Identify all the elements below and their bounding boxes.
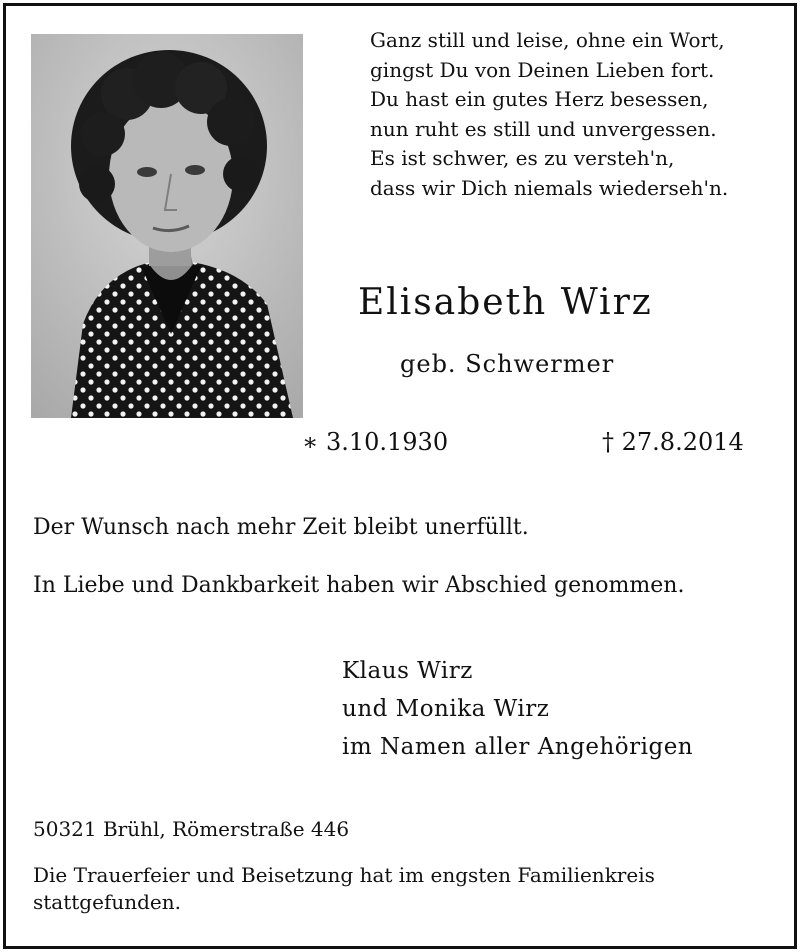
deceased-name: Elisabeth Wirz (358, 282, 653, 323)
poem-line: nun ruht es still und unvergessen. (370, 116, 717, 141)
poem-line: dass wir Dich niemals wiederseh'n. (370, 175, 729, 200)
portrait-illustration (31, 34, 303, 418)
maiden-name: geb. Schwermer (400, 350, 615, 378)
signer-line: im Namen aller Angehörigen (342, 734, 694, 760)
death-date: † 27.8.2014 (602, 428, 744, 456)
message-line: Der Wunsch nach mehr Zeit bleibt unerfüllt. (33, 515, 529, 540)
poem-line: gingst Du von Deinen Lieben fort. (370, 57, 715, 82)
poem-line: Ganz still und leise, ohne ein Wort, (370, 28, 725, 52)
poem-line: Es ist schwer, es zu versteh'n, (370, 146, 675, 171)
signer-line: Klaus Wirz (342, 658, 473, 684)
memorial-poem (370, 26, 780, 204)
funeral-notice: Die Trauerfeier und Beisetzung hat im engsten Familienkreis stattgefunden. (33, 863, 655, 914)
birth-date: ∗ 3.10.1930 (302, 428, 449, 456)
family-address: 50321 Brühl, Römerstraße 446 (33, 817, 350, 841)
message-line: In Liebe und Dankbarkeit haben wir Abschied genommen. (33, 573, 685, 598)
signers-block (342, 652, 693, 766)
signer-line: und Monika Wirz (342, 696, 550, 722)
portrait-photo (31, 34, 303, 418)
poem-line: Du hast ein gutes Herz besessen, (370, 87, 709, 112)
